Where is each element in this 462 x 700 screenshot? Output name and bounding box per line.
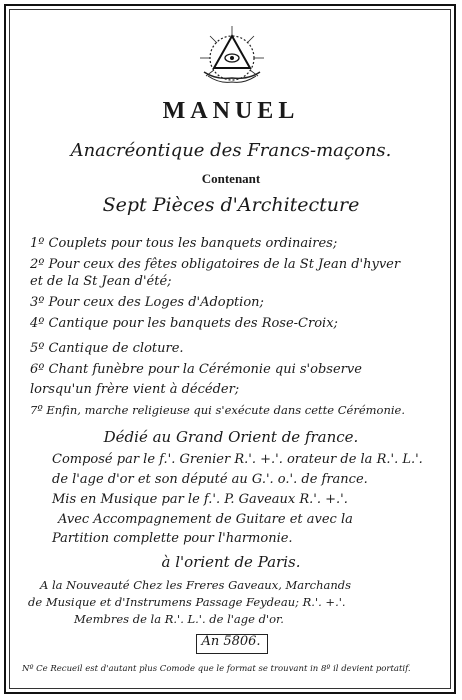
contenant-heading: Contenant — [201, 171, 261, 186]
content-item-6: 6º Chant funèbre pour la Cérémonie qui s'observe — [30, 362, 362, 377]
content-item-5: 5º Cantique de cloture. — [30, 341, 184, 356]
compose-line-3: Mis en Musique par le f.'. P. Gaveaux R.'. +.'. — [52, 492, 348, 507]
page-title: MANUEL — [162, 98, 300, 124]
content-item-2: 2º Pour ceux des fêtes obligatoires de la St Jean d'hyver — [30, 257, 401, 272]
content-item-1: 1º Couplets pour tous les banquets ordinaires; — [30, 236, 338, 251]
compose-line-5: Partition complette pour l'harmonie. — [52, 531, 293, 546]
footnote: Nº Ce Recueil est d'autant plus Comode que le format se trouvant in 8º il devient portatif. — [22, 664, 411, 674]
dedication: Dédié au Grand Orient de france. — [103, 428, 359, 446]
sept-pieces-heading: Sept Pièces d'Architecture — [102, 194, 360, 216]
content-item-2-cont: et de la St Jean d'été; — [30, 274, 172, 289]
publisher-line-2: de Musique et d'Instrumens Passage Feydeau; R.'. +.'. — [28, 595, 346, 609]
subtitle: Anacréontique des Francs-maçons. — [70, 140, 392, 161]
orient-line: à l'orient de Paris. — [161, 553, 301, 571]
content-item-7: 7º Enfin, marche religieuse qui s'exécute dans cette Cérémonie. — [30, 403, 406, 417]
masonic-emblem-icon — [196, 22, 268, 88]
compose-line-2: de l'age d'or et son député au G.'. o.'. de france. — [52, 472, 368, 487]
content-item-3: 3º Pour ceux des Loges d'Adoption; — [30, 295, 264, 310]
compose-line-1: Composé par le f.'. Grenier R.'. +.'. orateur de la R.'. L.'. — [52, 452, 423, 467]
content-item-6-cont: lorsqu'un frère vient à décéder; — [30, 382, 240, 397]
publisher-line-3: Membres de la R.'. L.'. de l'age d'or. — [74, 612, 284, 626]
year-label: An 5806. — [201, 634, 261, 649]
compose-line-4: Avec Accompagnement de Guitare et avec la — [58, 512, 353, 527]
content-item-4: 4º Cantique pour les banquets des Rose-Croix; — [30, 316, 338, 331]
publisher-line-1: A la Nouveauté Chez les Freres Gaveaux, Marchands — [40, 578, 352, 592]
